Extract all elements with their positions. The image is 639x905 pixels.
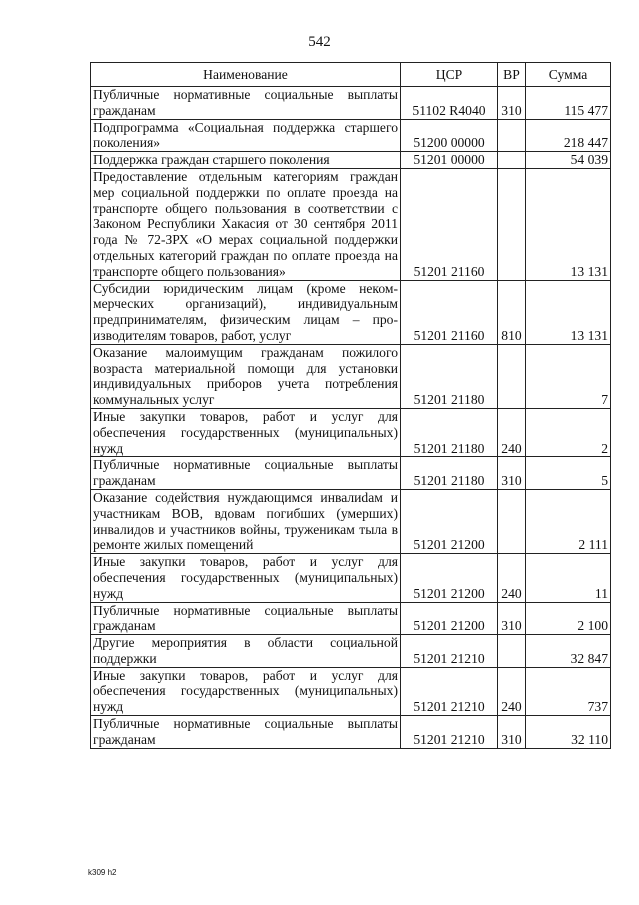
- table-row: [91, 344, 611, 408]
- cell-name: Иные закупки товаров, работ и услуг для обеспечения государственных (муниципальных) нужд: [91, 554, 401, 602]
- page-number: 542: [308, 34, 331, 50]
- header-csr: ЦСР: [401, 63, 498, 87]
- cell-csr: 51201 21160: [401, 168, 498, 280]
- cell-vr: [498, 119, 526, 152]
- cell-vr: 810: [498, 280, 526, 344]
- header-name: Наименование: [91, 63, 401, 87]
- cell-name: Иные закупки товаров, работ и услуг для обеспечения государственных (муниципальных) нужд: [91, 408, 401, 456]
- table-row: [91, 667, 611, 715]
- footer-code: k309 h2: [88, 868, 117, 877]
- cell-csr: 51201 21200: [401, 554, 498, 602]
- table-row: [91, 280, 611, 344]
- cell-sum: 2: [526, 408, 611, 456]
- table-row: [91, 119, 611, 152]
- cell-csr: 51201 21180: [401, 457, 498, 490]
- cell-name: Другие мероприятия в области социальной поддержки: [91, 635, 401, 668]
- budget-table: [90, 62, 611, 749]
- cell-csr: 51201 21200: [401, 602, 498, 635]
- cell-sum: 54 039: [526, 152, 611, 169]
- cell-csr: 51201 21180: [401, 408, 498, 456]
- cell-sum: 2 111: [526, 489, 611, 553]
- cell-vr: 240: [498, 667, 526, 715]
- cell-csr: 51201 21210: [401, 716, 498, 749]
- cell-name: Публичные нормативные социальные выплаты гражданам: [91, 602, 401, 635]
- header-vr: ВР: [498, 63, 526, 87]
- cell-sum: 218 447: [526, 119, 611, 152]
- cell-vr: [498, 344, 526, 408]
- cell-csr: 51201 21210: [401, 667, 498, 715]
- cell-sum: 737: [526, 667, 611, 715]
- cell-vr: 310: [498, 602, 526, 635]
- cell-vr: [498, 168, 526, 280]
- cell-name: Публичные нормативные социальные выплаты гражданам: [91, 716, 401, 749]
- cell-vr: 240: [498, 554, 526, 602]
- cell-name: Предоставление отдельным категориям граждан мер социальной поддержки по оплате проезда на транспорте общего пользования в соответствии с Законом Республики Хакасия от 30 сентября 2011 года № 72-ЗРХ «О мерах социальной поддержки отдельных категорий граждан по оплате проезда на транспорте общего пользования»: [91, 168, 401, 280]
- cell-csr: 51201 21160: [401, 280, 498, 344]
- cell-csr: 51201 21200: [401, 489, 498, 553]
- cell-name: Оказание содействия нуждающимся инвалиdам и участникам ВОВ, вдовам погибших (умерших) инвалидов и участников войны, труженикам тыла в ремонте жилых помещений: [91, 489, 401, 553]
- cell-sum: 7: [526, 344, 611, 408]
- cell-vr: [498, 635, 526, 668]
- cell-name: Оказание малоимущим гражданам пожилого возраста материальной помощи для установки индивидуальных приборов учета потребления коммунальных услуг: [91, 344, 401, 408]
- table-row: [91, 635, 611, 668]
- cell-sum: 13 131: [526, 280, 611, 344]
- cell-name: Поддержка граждан старшего поколения: [91, 152, 401, 169]
- table-row: [91, 602, 611, 635]
- cell-csr: 51201 00000: [401, 152, 498, 169]
- cell-name: Субсидии юридическим лицам (кроме некоммерческих организаций), индивидуальным предпринимателям, физическим лицам – производителям товаров, работ, услуг: [91, 280, 401, 344]
- table-row: [91, 554, 611, 602]
- cell-name: Иные закупки товаров, работ и услуг для обеспечения государственных (муниципальных) нужд: [91, 667, 401, 715]
- cell-sum: 32 847: [526, 635, 611, 668]
- table-row: [91, 152, 611, 169]
- cell-csr: 51102 R4040: [401, 87, 498, 120]
- cell-vr: 310: [498, 716, 526, 749]
- cell-sum: 11: [526, 554, 611, 602]
- cell-sum: 115 477: [526, 87, 611, 120]
- cell-csr: 51201 21210: [401, 635, 498, 668]
- cell-vr: 310: [498, 87, 526, 120]
- cell-name: Публичные нормативные социальные выплаты гражданам: [91, 87, 401, 120]
- table-row: [91, 87, 611, 120]
- cell-sum: 2 100: [526, 602, 611, 635]
- table-row: [91, 716, 611, 749]
- table-row: [91, 489, 611, 553]
- cell-vr: 240: [498, 408, 526, 456]
- cell-sum: 32 110: [526, 716, 611, 749]
- table-row: [91, 168, 611, 280]
- cell-vr: [498, 152, 526, 169]
- cell-sum: 13 131: [526, 168, 611, 280]
- cell-name: Подпрограмма «Социальная поддержка старшего поколения»: [91, 119, 401, 152]
- cell-csr: 51200 00000: [401, 119, 498, 152]
- table-row: [91, 457, 611, 490]
- header-row: [91, 63, 611, 87]
- cell-name: Публичные нормативные социальные выплаты гражданам: [91, 457, 401, 490]
- cell-sum: 5: [526, 457, 611, 490]
- cell-vr: [498, 489, 526, 553]
- header-sum: Сумма: [526, 63, 611, 87]
- cell-vr: 310: [498, 457, 526, 490]
- cell-csr: 51201 21180: [401, 344, 498, 408]
- table-row: [91, 408, 611, 456]
